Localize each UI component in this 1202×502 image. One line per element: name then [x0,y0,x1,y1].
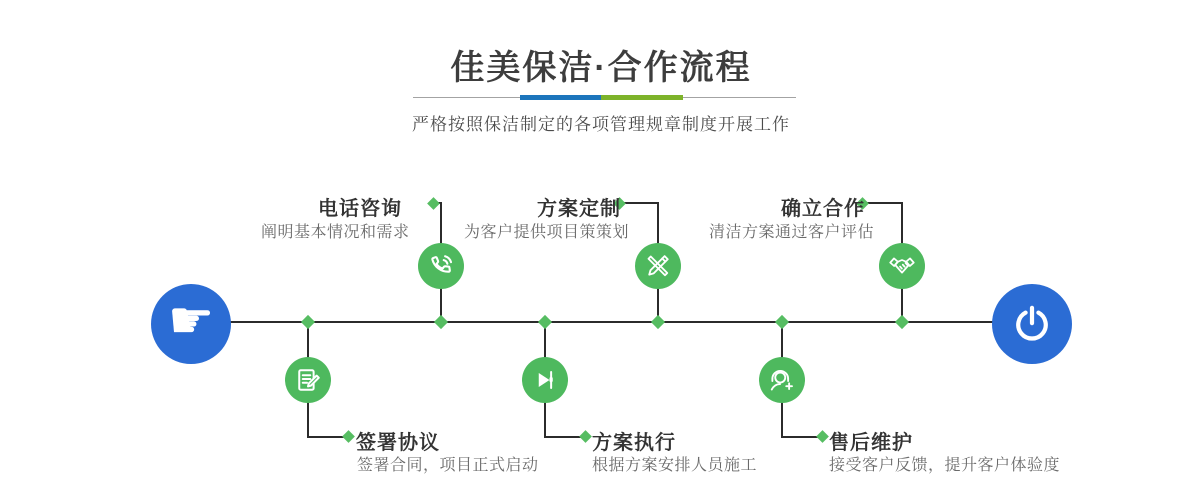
step-desc-phone: 阐明基本情况和需求 [261,224,410,241]
page-title: 佳美保洁·合作流程 [450,49,752,87]
step-title-design: 方案定制 [537,198,621,220]
timeline-node-diamond [434,315,448,329]
step-title-phone: 电话咨询 [318,198,402,220]
step-desc-execute: 根据方案安排人员施工 [592,457,758,474]
step-circle-design [635,243,681,289]
design-pencils-icon [643,251,673,281]
step-title-handshake: 确立合作 [781,198,865,220]
label-diamond [579,430,592,443]
timeline-node-diamond [301,315,315,329]
step-desc-sign: 签署合同，项目正式启动 [357,457,539,474]
handshake-icon [887,251,917,281]
pointing-hand-icon: ☛ [167,291,215,351]
step-desc-handshake: 清洁方案通过客户评估 [709,224,875,241]
play-icon [530,365,560,395]
timeline-main-line [230,321,993,323]
document-sign-icon [293,365,323,395]
divider-green-segment [601,95,683,100]
timeline-node-diamond [538,315,552,329]
timeline-end-node [992,284,1072,364]
step-circle-headset [759,357,805,403]
divider-blue-segment [520,95,601,100]
step-circle-phone [418,243,464,289]
timeline-node-diamond [775,315,789,329]
timeline-start-node [151,284,231,364]
timeline-node-diamond [651,315,665,329]
step-title-execute: 方案执行 [592,432,676,454]
headset-plus-icon [767,365,797,395]
connector-line [864,202,903,204]
step-circle-document [285,357,331,403]
step-title-sign: 签署协议 [356,432,440,454]
step-title-service: 售后维护 [829,432,913,454]
page-subtitle: 严格按照保洁制定的各项管理规章制度开展工作 [412,115,790,134]
label-diamond [342,430,355,443]
label-diamond [816,430,829,443]
label-diamond [427,197,440,210]
timeline-node-diamond [895,315,909,329]
step-circle-play [522,357,568,403]
phone-icon [426,251,456,281]
step-desc-service: 接受客户反馈，提升客户体验度 [829,457,1061,474]
step-circle-handshake [879,243,925,289]
step-desc-design: 为客户提供项目策策划 [464,224,630,241]
power-icon [1010,302,1054,346]
